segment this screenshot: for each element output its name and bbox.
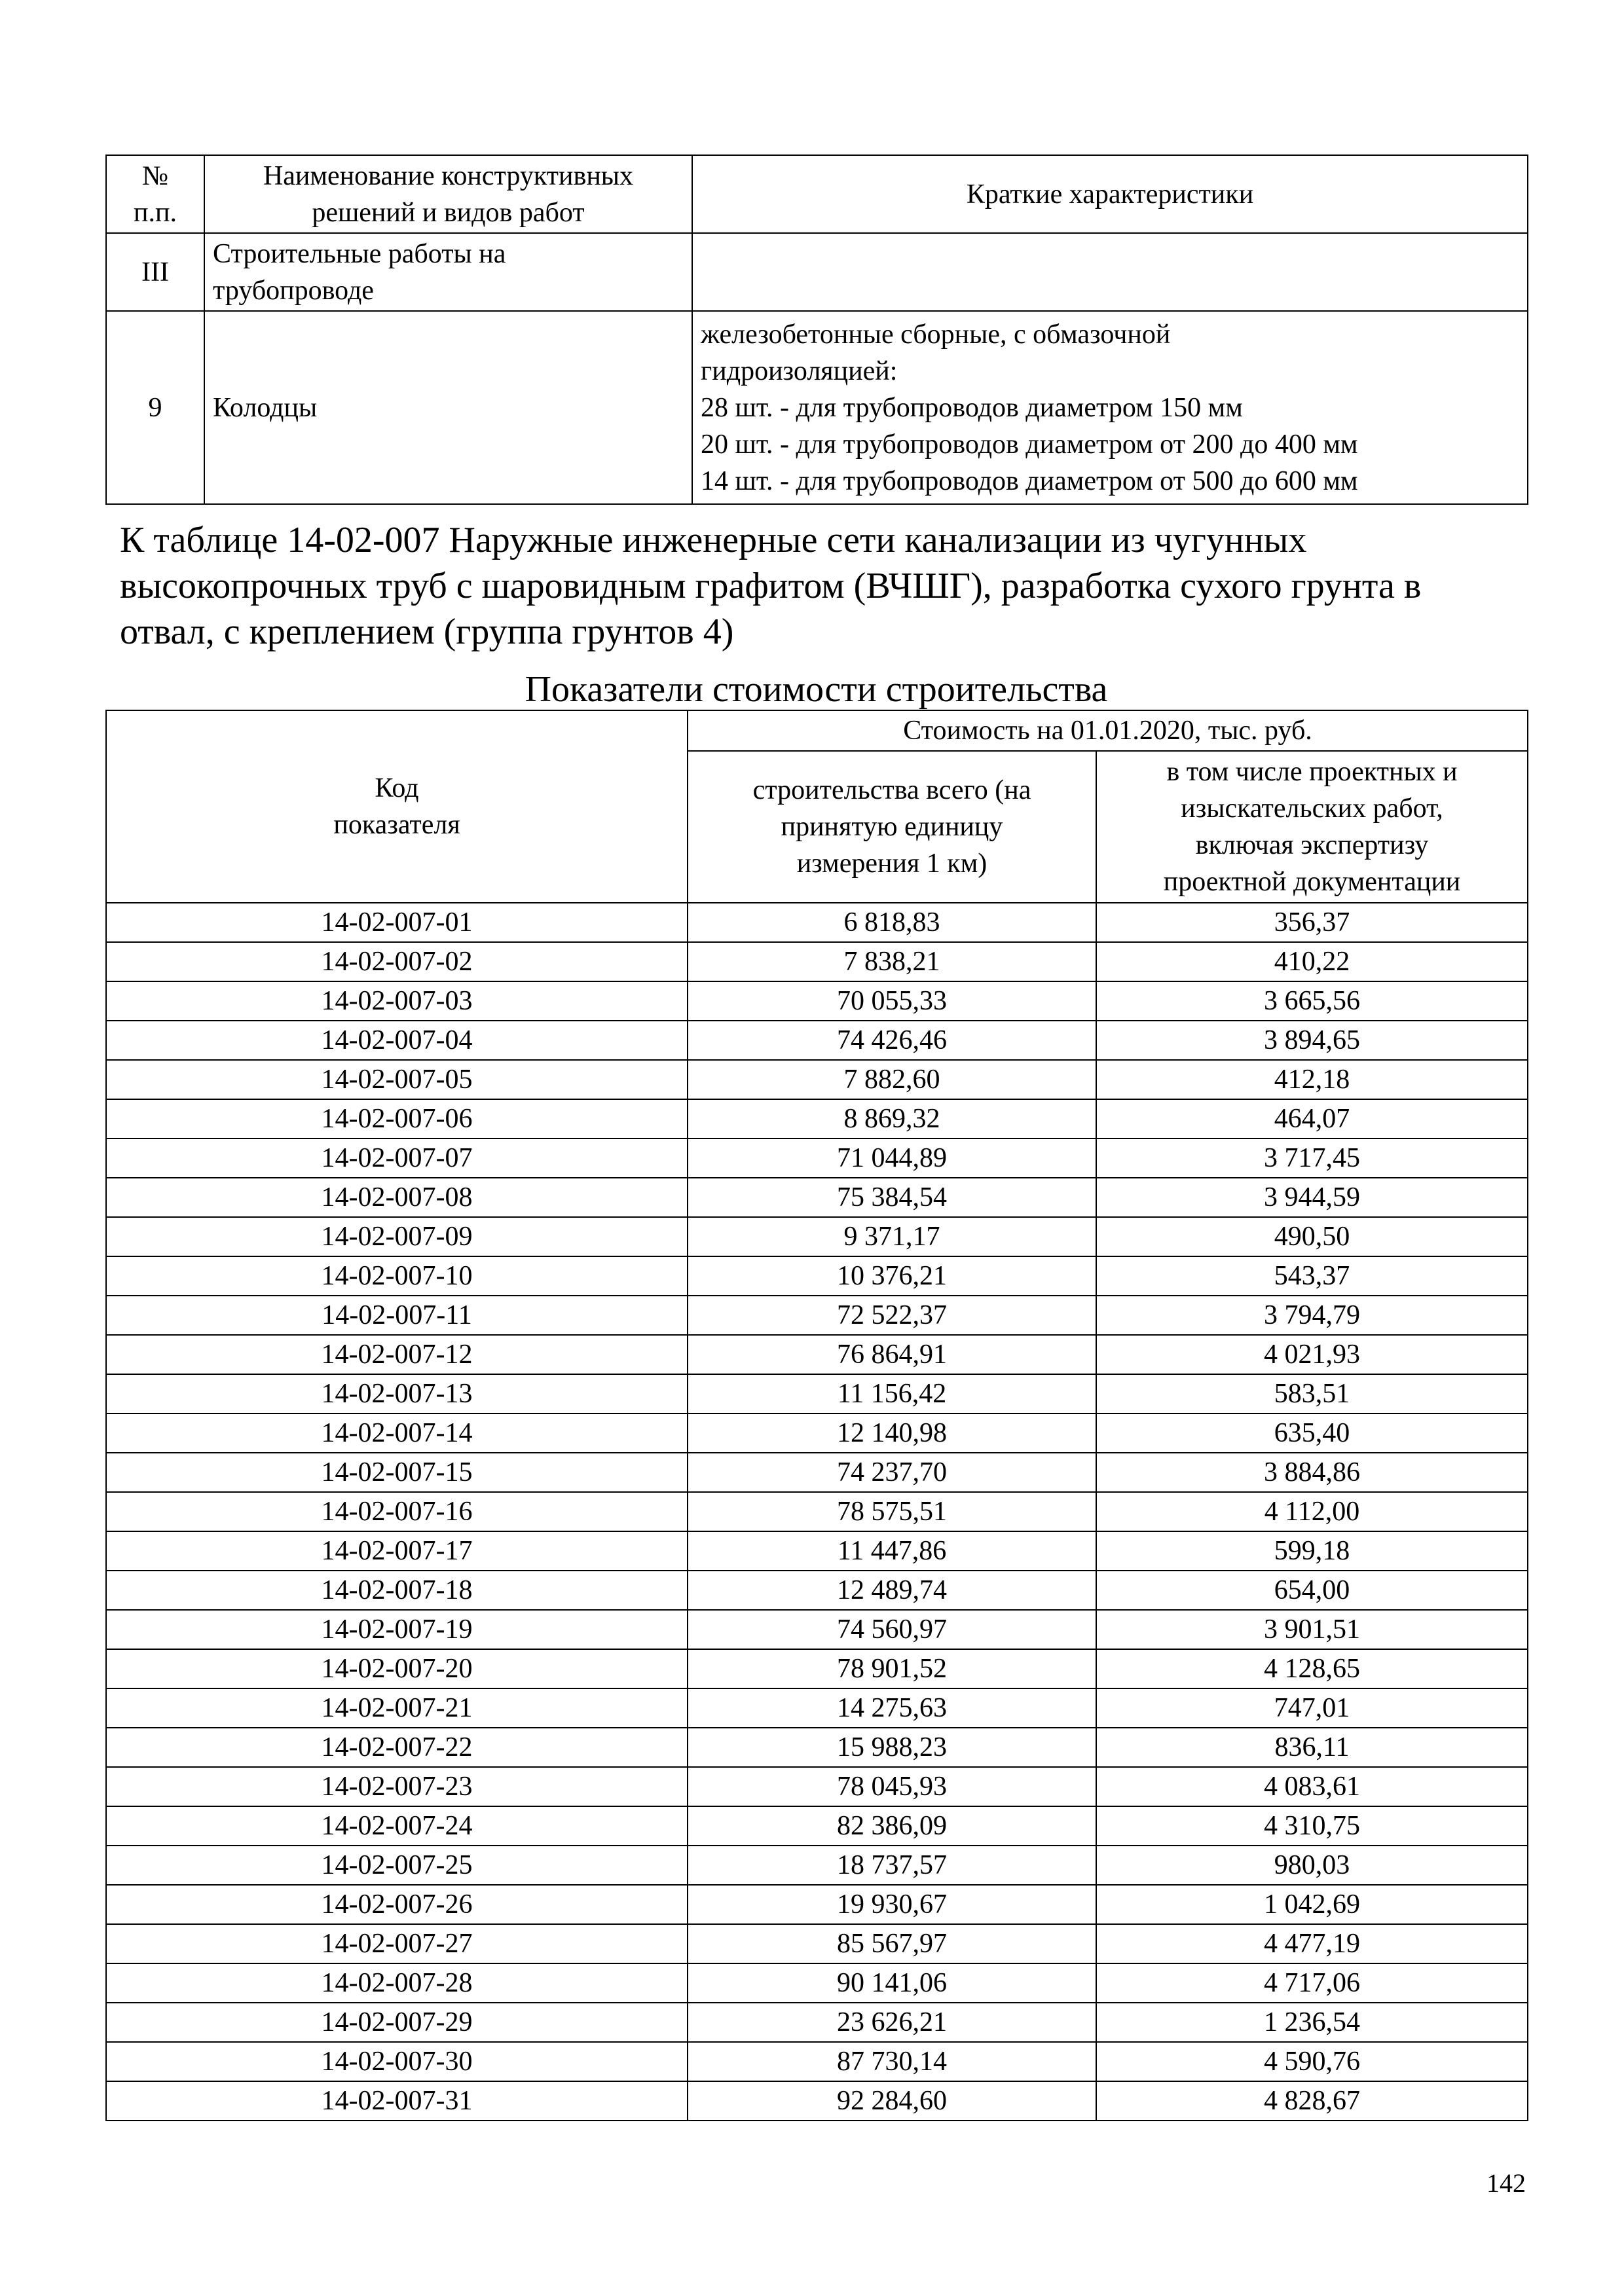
cell-design: 412,18: [1096, 1060, 1528, 1099]
cell-design: 4 590,76: [1096, 2042, 1528, 2081]
cell-code: 14-02-007-10: [106, 1256, 688, 1296]
cell-total: 9 371,17: [688, 1217, 1096, 1256]
cell-code: 14-02-007-29: [106, 2003, 688, 2042]
cell-design: 599,18: [1096, 1531, 1528, 1571]
cell-design: 4 477,19: [1096, 1924, 1528, 1963]
cell-design: 1 042,69: [1096, 1885, 1528, 1924]
cell-design: 4 112,00: [1096, 1492, 1528, 1531]
section-row: [106, 233, 1528, 311]
cell-design: 3 794,79: [1096, 1296, 1528, 1335]
table-row: [106, 1492, 1528, 1531]
cell-total: 74 560,97: [688, 1610, 1096, 1649]
cell-design: 4 128,65: [1096, 1649, 1528, 1688]
cell-design: 583,51: [1096, 1374, 1528, 1413]
code-header: Код показателя: [106, 710, 688, 903]
table-row: [106, 1178, 1528, 1217]
cell-design: 3 717,45: [1096, 1139, 1528, 1178]
table-row: [106, 1060, 1528, 1099]
table-row: [106, 1256, 1528, 1296]
cell-code: 14-02-007-28: [106, 1963, 688, 2003]
cell-total: 74 237,70: [688, 1453, 1096, 1492]
table-row: [106, 1296, 1528, 1335]
cell-design: 464,07: [1096, 1099, 1528, 1139]
cell-total: 19 930,67: [688, 1885, 1096, 1924]
row-desc: железобетонные сборные, с обмазочной гидроизоляцией: 28 шт. - для трубопроводов диаметром 150 мм 20 шт. - для трубопроводов диаметром от 200 до 400 мм 14 шт. - для трубопроводов диаметром от 500 до 600 мм: [692, 311, 1528, 504]
cell-design: 635,40: [1096, 1413, 1528, 1453]
cell-total: 11 156,42: [688, 1374, 1096, 1413]
cell-design: 4 828,67: [1096, 2081, 1528, 2121]
table-row: [106, 1610, 1528, 1649]
cell-total: 74 426,46: [688, 1021, 1096, 1060]
cell-code: 14-02-007-23: [106, 1767, 688, 1806]
cell-total: 70 055,33: [688, 981, 1096, 1021]
cost-header-row: [106, 710, 1528, 751]
cell-design: 4 083,61: [1096, 1767, 1528, 1806]
structural-solutions-table: [105, 155, 1528, 505]
cell-code: 14-02-007-12: [106, 1335, 688, 1374]
cell-total: 75 384,54: [688, 1178, 1096, 1217]
cell-design: 4 310,75: [1096, 1806, 1528, 1846]
table-row: [106, 1728, 1528, 1767]
section-name: Строительные работы на трубопроводе: [204, 233, 692, 311]
cell-code: 14-02-007-31: [106, 2081, 688, 2121]
cell-total: 72 522,37: [688, 1296, 1096, 1335]
cost-indicators-table: [105, 710, 1528, 2121]
cell-total: 11 447,86: [688, 1531, 1096, 1571]
table-row: [106, 1767, 1528, 1806]
table-row: [106, 1963, 1528, 2003]
cell-design: 3 665,56: [1096, 981, 1528, 1021]
cost-header: Стоимость на 01.01.2020, тыс. руб.: [688, 710, 1528, 751]
cell-code: 14-02-007-22: [106, 1728, 688, 1767]
cell-total: 78 045,93: [688, 1767, 1096, 1806]
cell-total: 87 730,14: [688, 2042, 1096, 2081]
cell-code: 14-02-007-18: [106, 1571, 688, 1610]
cell-total: 6 818,83: [688, 903, 1096, 942]
cell-code: 14-02-007-13: [106, 1374, 688, 1413]
table-row: [106, 1649, 1528, 1688]
cell-code: 14-02-007-19: [106, 1610, 688, 1649]
cell-code: 14-02-007-20: [106, 1649, 688, 1688]
table-row: [106, 1571, 1528, 1610]
cell-code: 14-02-007-02: [106, 942, 688, 981]
cell-total: 23 626,21: [688, 2003, 1096, 2042]
cell-code: 14-02-007-26: [106, 1885, 688, 1924]
cell-code: 14-02-007-27: [106, 1924, 688, 1963]
cell-total: 8 869,32: [688, 1099, 1096, 1139]
cell-total: 76 864,91: [688, 1335, 1096, 1374]
table-row: [106, 2081, 1528, 2121]
cell-design: 3 894,65: [1096, 1021, 1528, 1060]
cell-total: 71 044,89: [688, 1139, 1096, 1178]
table-row: [106, 1217, 1528, 1256]
table-row: [106, 1806, 1528, 1846]
table-row: [106, 311, 1528, 504]
table-row: [106, 1099, 1528, 1139]
cell-total: 92 284,60: [688, 2081, 1096, 2121]
cell-code: 14-02-007-01: [106, 903, 688, 942]
table-row: [106, 1453, 1528, 1492]
cell-code: 14-02-007-30: [106, 2042, 688, 2081]
cell-code: 14-02-007-03: [106, 981, 688, 1021]
cell-design: 3 944,59: [1096, 1178, 1528, 1217]
table-row: [106, 981, 1528, 1021]
table-row: [106, 1335, 1528, 1374]
cell-total: 7 838,21: [688, 942, 1096, 981]
total-cost-header: строительства всего (на принятую единицу измерения 1 км): [688, 751, 1096, 903]
table-row: [106, 1846, 1528, 1885]
cell-total: 12 140,98: [688, 1413, 1096, 1453]
cell-design: 490,50: [1096, 1217, 1528, 1256]
cell-code: 14-02-007-16: [106, 1492, 688, 1531]
cell-total: 15 988,23: [688, 1728, 1096, 1767]
cell-code: 14-02-007-08: [106, 1178, 688, 1217]
cell-code: 14-02-007-21: [106, 1688, 688, 1728]
cell-total: 18 737,57: [688, 1846, 1096, 1885]
table-row: [106, 1531, 1528, 1571]
row-num: 9: [106, 311, 204, 504]
table-row: [106, 1688, 1528, 1728]
cell-design: 543,37: [1096, 1256, 1528, 1296]
name-header: Наименование конструктивных решений и видов работ: [204, 155, 692, 233]
cell-code: 14-02-007-04: [106, 1021, 688, 1060]
cell-code: 14-02-007-09: [106, 1217, 688, 1256]
table-row: [106, 2042, 1528, 2081]
table-title: Показатели стоимости строительства: [525, 669, 1108, 710]
section-num: III: [106, 233, 204, 311]
cell-code: 14-02-007-06: [106, 1099, 688, 1139]
cell-code: 14-02-007-07: [106, 1139, 688, 1178]
cell-total: 78 901,52: [688, 1649, 1096, 1688]
num-header: № п.п.: [106, 155, 204, 233]
cell-total: 14 275,63: [688, 1688, 1096, 1728]
cell-total: 10 376,21: [688, 1256, 1096, 1296]
cell-design: 836,11: [1096, 1728, 1528, 1767]
cell-total: 7 882,60: [688, 1060, 1096, 1099]
row-name: Колодцы: [204, 311, 692, 504]
cell-code: 14-02-007-24: [106, 1806, 688, 1846]
table-row: [106, 1139, 1528, 1178]
table-row: [106, 1413, 1528, 1453]
cell-design: 980,03: [1096, 1846, 1528, 1885]
table-row: [106, 1885, 1528, 1924]
section-desc: [692, 233, 1528, 311]
cell-design: 654,00: [1096, 1571, 1528, 1610]
cell-code: 14-02-007-14: [106, 1413, 688, 1453]
section-heading: К таблице 14-02-007 Наружные инженерные сети канализации из чугунных высокопрочных труб с шаровидным графитом (ВЧШГ), разработка сухого грунта в отвал, с креплением (группа грунтов 4): [120, 520, 1422, 652]
cell-total: 12 489,74: [688, 1571, 1096, 1610]
cell-total: 82 386,09: [688, 1806, 1096, 1846]
cell-design: 3 901,51: [1096, 1610, 1528, 1649]
table-row: [106, 1021, 1528, 1060]
cell-total: 90 141,06: [688, 1963, 1096, 2003]
table-row: [106, 942, 1528, 981]
table-row: [106, 1374, 1528, 1413]
cell-design: 4 717,06: [1096, 1963, 1528, 2003]
table-row: [106, 1924, 1528, 1963]
cell-design: 3 884,86: [1096, 1453, 1528, 1492]
table-row: [106, 2003, 1528, 2042]
table-row: [106, 903, 1528, 942]
cell-code: 14-02-007-11: [106, 1296, 688, 1335]
cell-design: 747,01: [1096, 1688, 1528, 1728]
cell-code: 14-02-007-17: [106, 1531, 688, 1571]
cell-total: 78 575,51: [688, 1492, 1096, 1531]
cell-design: 356,37: [1096, 903, 1528, 942]
desc-header: Краткие характеристики: [692, 155, 1528, 233]
cell-code: 14-02-007-25: [106, 1846, 688, 1885]
cell-code: 14-02-007-05: [106, 1060, 688, 1099]
design-cost-header: в том числе проектных и изыскательских работ, включая экспертизу проектной документации: [1096, 751, 1528, 903]
cell-design: 4 021,93: [1096, 1335, 1528, 1374]
page-number: 142: [1486, 2168, 1526, 2198]
cell-design: 1 236,54: [1096, 2003, 1528, 2042]
cell-design: 410,22: [1096, 942, 1528, 981]
cell-total: 85 567,97: [688, 1924, 1096, 1963]
cell-code: 14-02-007-15: [106, 1453, 688, 1492]
table1-header-row: [106, 155, 1528, 233]
